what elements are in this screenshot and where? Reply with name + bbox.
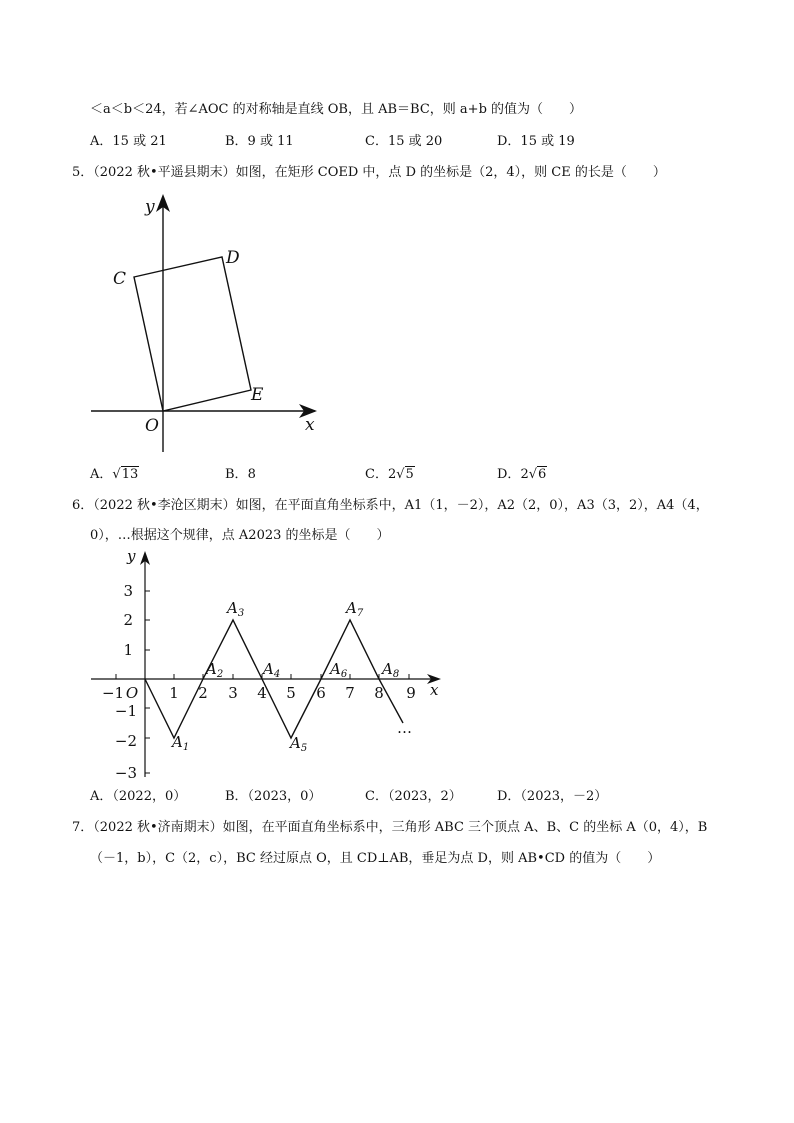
q6-label-a4: $A_4$ xyxy=(263,660,281,680)
q6-ytick-2: 2 xyxy=(123,611,133,629)
q4-option-b: B．9 或 11 xyxy=(225,134,294,149)
q7-stem-line2: （－1，b），C（2，c），BC 经过原点 O，且 CD⊥AB，垂足为点 D，则 AB•CD 的值为（ ） xyxy=(90,851,661,866)
q5-figure xyxy=(85,190,345,460)
q6-label-a2: $A_2$ xyxy=(206,660,224,680)
q6-option-a: A．（2022，0） xyxy=(90,789,187,804)
q6-stem-line1: 6．（2022 秋•李沧区期末）如图，在平面直角坐标系中，A1（1，－2），A2（2，0），A3（3，2），A4（4， xyxy=(72,498,709,513)
q6-ytick-m1: −1 xyxy=(114,702,137,720)
q6-axis-x-label: x xyxy=(430,681,439,699)
q4-stem-line: ＜a＜b＜24，若∠AOC 的对称轴是直线 OB，且 AB＝BC，则 a+b 的值为（ ） xyxy=(90,102,583,117)
q6-ytick-m3: −3 xyxy=(114,764,137,782)
q6-xtick-8: 8 xyxy=(374,684,384,702)
q6-axis-y-label: y xyxy=(127,547,136,565)
q6-label-a6: $A_6$ xyxy=(330,660,348,680)
q6-xtick-5: 5 xyxy=(286,684,296,702)
q6-xtick-6: 6 xyxy=(316,684,326,702)
q4-option-d: D．15 或 19 xyxy=(497,134,575,149)
q6-option-c: C．（2023，2） xyxy=(365,789,462,804)
q5-label-d: D xyxy=(226,248,240,268)
q5-option-c: C．2√5 xyxy=(365,467,414,482)
q5-label-o: O xyxy=(145,416,159,436)
q6-label-a8: $A_8$ xyxy=(382,660,400,680)
q6-ellipsis: … xyxy=(397,719,412,737)
q5-option-d: D．2√6 xyxy=(497,467,547,482)
q6-xtick-7: 7 xyxy=(345,684,355,702)
q5-option-d-sqrt: √6 xyxy=(528,467,547,482)
q5-label-c: C xyxy=(113,269,127,289)
q6-xtick-m1: −1 xyxy=(101,684,125,702)
q5-option-b: B．8 xyxy=(225,467,256,482)
q6-label-a5: $A_5$ xyxy=(290,734,308,754)
q6-xtick-9: 9 xyxy=(406,684,416,702)
q6-option-b: B．（2023，0） xyxy=(225,789,322,804)
q4-option-a: A．15 或 21 xyxy=(90,134,167,149)
q7-stem-line1: 7．（2022 秋•济南期末）如图，在平面直角坐标系中，三角形 ABC 三个顶点 A、B、C 的坐标 A（0，4），B xyxy=(72,820,708,835)
q5-option-a-sqrt: √13 xyxy=(112,467,139,482)
q6-label-a1: $A_1$ xyxy=(172,733,190,753)
q6-label-a3: $A_3$ xyxy=(227,599,245,619)
q5-option-a: A．√13 xyxy=(90,467,139,482)
q5-label-y: y xyxy=(145,197,155,217)
q6-xtick-3: 3 xyxy=(228,684,238,702)
q5-option-c-sqrt: √5 xyxy=(396,467,414,482)
q5-stem: 5．（2022 秋•平遥县期末）如图，在矩形 COED 中，点 D 的坐标是（2，4），则 CE 的长是（ ） xyxy=(72,165,666,180)
q6-ytick-1: 1 xyxy=(123,641,133,659)
q4-option-c: C．15 或 20 xyxy=(365,134,443,149)
q5-rectangle-coed xyxy=(134,257,251,411)
q6-option-d: D．（2023，－2） xyxy=(497,789,608,804)
q6-figure xyxy=(85,545,455,785)
q6-ytick-m2: −2 xyxy=(114,732,137,750)
q6-label-a7: $A_7$ xyxy=(346,599,364,619)
q5-label-e: E xyxy=(251,385,264,405)
q5-label-x: x xyxy=(305,415,315,435)
q6-stem-line2: 0），…根据这个规律，点 A2023 的坐标是（ ） xyxy=(90,528,390,543)
q6-xtick-1: 1 xyxy=(169,684,179,702)
q6-ytick-3: 3 xyxy=(123,582,133,600)
q6-xtick-4: 4 xyxy=(257,684,267,702)
q6-xtick-2: 2 xyxy=(198,684,208,702)
q6-xtick-o: O xyxy=(125,684,139,702)
